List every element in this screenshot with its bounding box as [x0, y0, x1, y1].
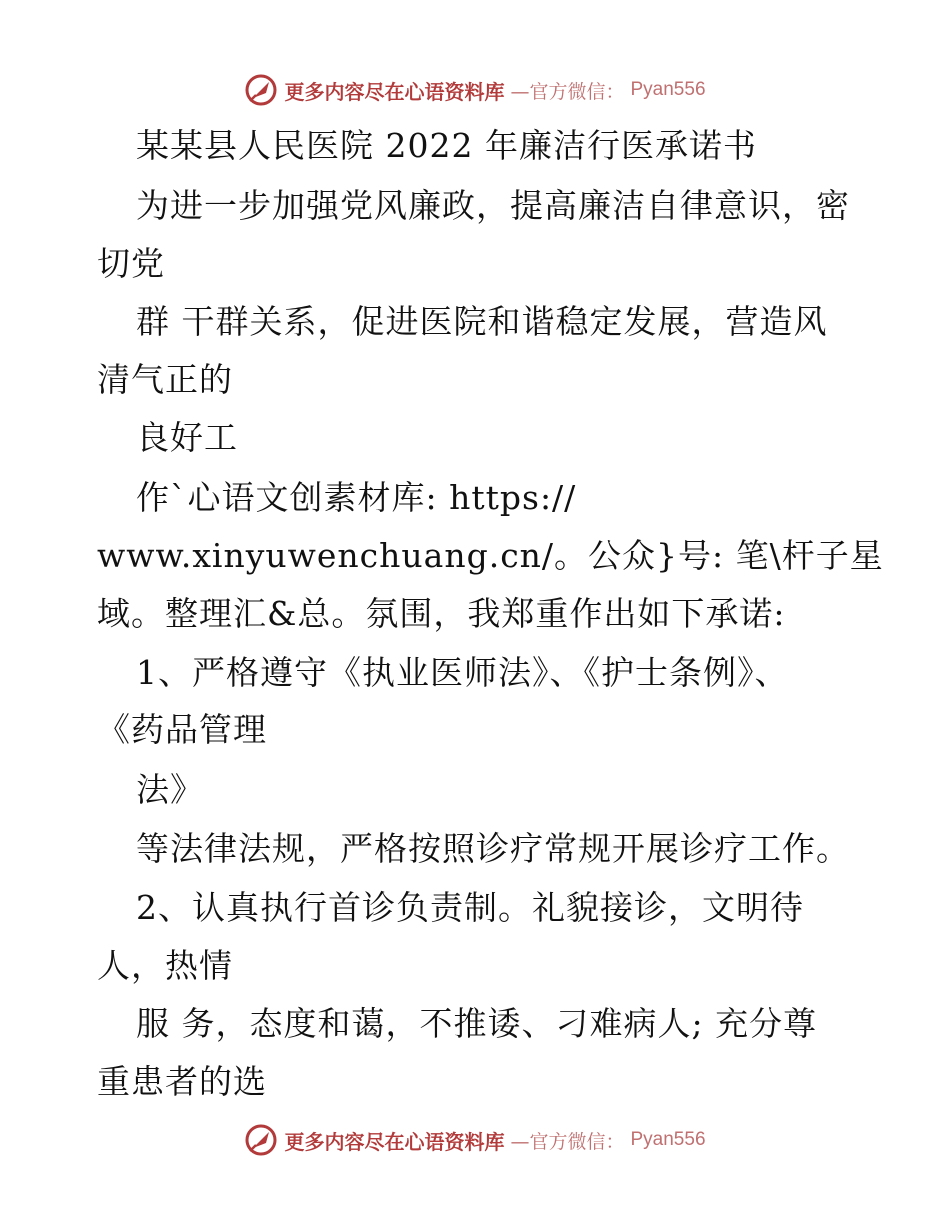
paragraph-line: 服 务，态度和蔼，不推诿、刁难病人; 充分尊	[136, 1004, 818, 1043]
paragraph-line: 法》	[136, 770, 204, 809]
paragraph-line: 域。整理汇&总。氛围，我郑重作出如下承诺:	[97, 594, 786, 633]
feather-pen-logo-icon	[244, 73, 278, 107]
paragraph-line: 人，热情	[97, 946, 233, 985]
paragraph-line: 等法律法规，严格按照诊疗常规开展诊疗工作。	[136, 829, 850, 868]
banner-sub-text: —官方微信：	[510, 80, 625, 103]
paragraph-line: www.xinyuwenchuang.cn/。公众}号: 笔\杆子星	[97, 536, 884, 575]
document-title: 某某县人民医院 2022 年廉洁行医承诺书	[136, 126, 757, 165]
paragraph-line: 重患者的选	[97, 1062, 267, 1101]
footer-watermark-banner	[0, 1120, 950, 1160]
banner-wechat-id: Pyan556	[630, 79, 706, 100]
banner-wechat-id: Pyan556	[630, 1129, 706, 1150]
banner-main-text: 更多内容尽在心语资料库	[284, 1129, 505, 1154]
paragraph-line: 清气正的	[97, 360, 233, 399]
header-watermark-banner	[0, 70, 950, 110]
banner-main-text: 更多内容尽在心语资料库	[284, 79, 505, 104]
paragraph-line: 《药品管理	[97, 710, 267, 749]
paragraph-line: 作`心语文创素材库: https://	[136, 478, 577, 517]
feather-pen-logo-icon	[244, 1123, 278, 1157]
paragraph-line: 2、认真执行首诊负责制。礼貌接诊，文明待	[136, 888, 804, 927]
paragraph-line: 1、严格遵守《执业医师法》、《护士条例》、	[136, 653, 789, 692]
paragraph-line: 切党	[97, 244, 165, 283]
paragraph-line: 群 干群关系，促进医院和谐稳定发展，营造风	[136, 302, 828, 341]
paragraph-line: 良好工	[136, 418, 238, 457]
banner-sub-text: —官方微信：	[510, 1130, 625, 1153]
paragraph-line: 为进一步加强党风廉政，提高廉洁自律意识，密	[136, 186, 850, 225]
